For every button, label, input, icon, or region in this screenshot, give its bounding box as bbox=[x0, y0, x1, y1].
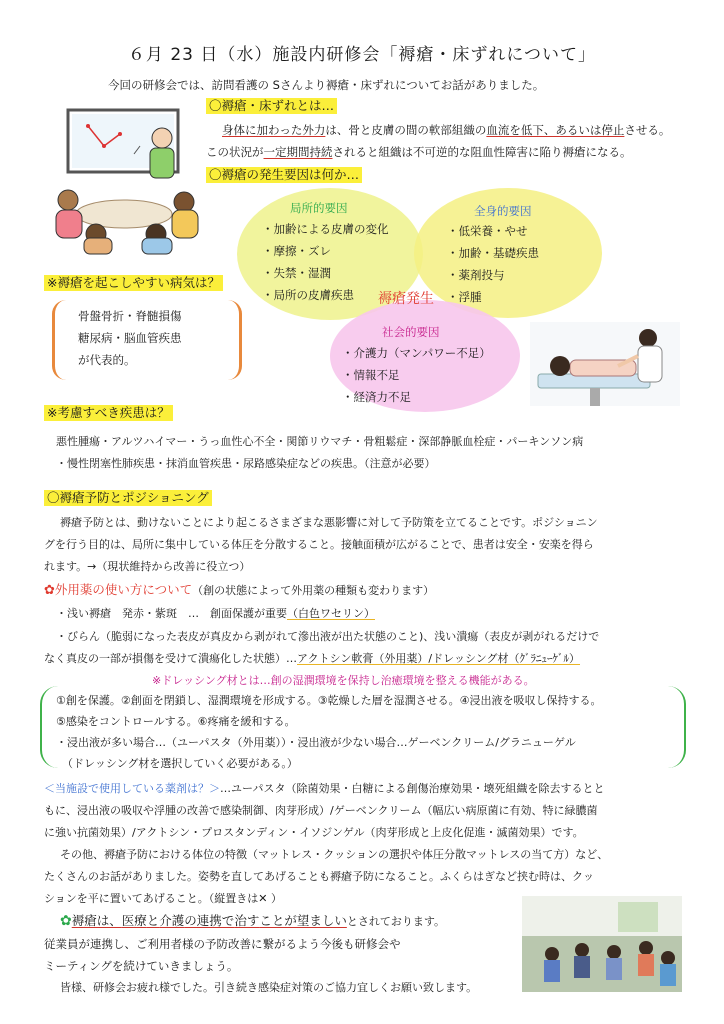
consider-line-2: ・慢性閉塞性肺疾患・抹消血管疾患・尿路感染症などの疾患。（注意が必要） bbox=[56, 457, 436, 470]
flower-icon: ✿ bbox=[44, 583, 55, 598]
social-cause-list bbox=[342, 342, 491, 408]
dressing-line-3: ・浸出液が多い場合…（ユーパスタ（外用薬））・浸出液が少ない場合…ゲーベンクリーム/グラニューゲル bbox=[56, 736, 576, 749]
dressing-line-4: （ドレッシング材を選択していく必要がある。） bbox=[62, 757, 298, 770]
facility-line-3: に強い抗菌効果）/アクトシン・プロスタンディン・イソジンゲル（肉芽形成と上皮化促進・滅菌効果）です。 bbox=[44, 826, 584, 839]
systemic-cause-list bbox=[447, 220, 539, 308]
disease-heading: ※褥瘡を起こしやすい病気は？ bbox=[44, 275, 223, 291]
systemic-cause-title: 全身的要因 bbox=[474, 204, 532, 218]
list-item: ・局所の皮膚疾患 bbox=[262, 288, 354, 302]
prevention-line-3: れます。→（現状維持から改善に役立つ） bbox=[44, 560, 251, 573]
dressing-line-2: ⑤感染をコントロールする。⑥疼痛を緩和する。 bbox=[56, 715, 296, 728]
list-item: ・加齢による皮膚の変化 bbox=[262, 222, 389, 236]
prevention-line-2: グを行う目的は、局所に集中している体圧を分散すること。接触面積が広がることで、患者は安全・安楽を得ら bbox=[44, 538, 594, 551]
definition-line-2: この状況が一定期間持続されると組織は不可逆的な阻血性障害に陥り褥瘡になる。 bbox=[206, 145, 632, 159]
list-item: 糖尿病・脳血管疾患 bbox=[78, 331, 182, 345]
disease-list bbox=[78, 305, 182, 371]
definition-heading: 〇褥瘡・床ずれとは… bbox=[206, 98, 337, 114]
flower-icon: ✿ bbox=[60, 913, 72, 929]
list-item: ・加齢・基礎疾患 bbox=[447, 246, 539, 260]
dressing-line-1: ①創を保護。②創面を閉鎖し、湿潤環境を形成する。③乾燥した層を湿潤させる。④浸出液を吸収し保持する。 bbox=[56, 694, 602, 707]
list-item: ・情報不足 bbox=[342, 368, 400, 382]
ointment-line-1: ・浅い褥瘡 発赤・紫斑 … 創面保護が重要（白色ワセリン） bbox=[56, 607, 375, 620]
list-item: ・浮腫 bbox=[447, 290, 482, 304]
definition-blood-flow: 血流を低下、あるいは停止 bbox=[486, 123, 625, 137]
consider-heading: ※考慮すべき疾患は？ bbox=[44, 405, 173, 421]
conclusion-line-4: 皆様、研修会お疲れ様でした。引き続き感染症対策のご協力宜しくお願い致します。 bbox=[60, 981, 478, 994]
facility-line-4: その他、褥瘡予防における体位の特徴（マットレス・クッションの選択や体圧分散マットレスの当て方）など、 bbox=[60, 848, 609, 861]
consider-line-1: 悪性腫瘍・アルツハイマー・うっ血性心不全・関節リウマチ・骨粗鬆症・深部静脈血栓症・パーキンソン病 bbox=[56, 435, 584, 448]
definition-duration: 一定期間持続 bbox=[263, 145, 333, 159]
page-title: ６月 23 日（水）施設内研修会「褥瘡・床ずれについて」 bbox=[127, 45, 597, 65]
intro-text: 今回の研修会では、訪問看護の Sさんより褥瘡・床ずれについてお話がありました。 bbox=[108, 78, 545, 92]
definition-line-1: 身体に加わった外力は、骨と皮膚の間の軟部組織の血流を低下、あるいは停止させる。 bbox=[222, 123, 671, 137]
list-item: ・介護力（マンパワー不足） bbox=[342, 346, 491, 360]
list-item: ・摩擦・ズレ bbox=[262, 244, 331, 258]
causes-heading: 〇褥瘡の発生要因は何か… bbox=[206, 167, 362, 183]
nursing-care-illustration bbox=[530, 322, 680, 406]
facility-line-1: ＜当施設で使用している薬剤は？＞…ユーパスタ（除菌効果・白糖による創傷治療効果・壊死組織を除去するとと bbox=[44, 782, 605, 795]
conclusion-key-row: ✿褥瘡は、医療と介護の連携で治すことが望ましいとされております。 bbox=[60, 913, 445, 929]
facility-line-5: たくさんのお話がありました。姿勢を直してあげることも褥瘡予防になること。ふくらはぎなど挟む時は、クッ bbox=[44, 870, 594, 883]
prevention-line-1: 褥瘡予防とは、動けないことにより起こるさまざまな悪影響に対して予防策を立てることです。ポジショニン bbox=[60, 516, 598, 529]
facility-heading: ＜当施設で使用している薬剤は？＞ bbox=[44, 782, 220, 795]
local-cause-list bbox=[262, 218, 389, 306]
definition-external-force: 身体に加わった外力 bbox=[222, 123, 326, 137]
list-item: ・失禁・湿潤 bbox=[262, 266, 331, 280]
social-cause-title: 社会的要因 bbox=[382, 325, 440, 339]
facility-line-6: ションを平に置いてあげること。（縦置きは✕ ） bbox=[44, 892, 282, 905]
list-item: ・薬剤投与 bbox=[447, 268, 505, 282]
list-item: 骨盤骨折・脊髄損傷 bbox=[78, 309, 182, 323]
ointment-heading: 外用薬の使い方について bbox=[54, 582, 193, 597]
list-item: ・経済力不足 bbox=[342, 390, 411, 404]
lecture-illustration bbox=[44, 106, 204, 256]
list-item: ・低栄養・やせ bbox=[447, 224, 528, 238]
prevention-heading: 〇褥瘡予防とポジショニング bbox=[44, 490, 212, 506]
conclusion-key-message: 褥瘡は、医療と介護の連携で治すことが望ましい bbox=[71, 913, 347, 928]
training-photo bbox=[522, 896, 682, 992]
white-petrolatum: （白色ワセリン） bbox=[287, 607, 375, 620]
list-item: が代表的。 bbox=[78, 353, 136, 367]
facility-line-2: もに、浸出液の吸収や浮腫の改善で感染制御、肉芽形成）/ゲーベンクリーム（幅広い病原菌に有効、特に緑膿菌 bbox=[44, 804, 598, 817]
ointment-heading-note: （創の状態によって外用薬の種類も変わります） bbox=[192, 584, 435, 597]
actosin-dressing: アクトシン軟膏（外用薬）/ドレッシング材（ｸﾞﾗﾆｭｰｹﾞﾙ） bbox=[297, 652, 580, 665]
ointment-line-2: ・びらん（脆弱になった表皮が真皮から剥がれて滲出液が出た状態のこと)、浅い潰瘍（表皮が剥がれるだけで bbox=[56, 630, 600, 643]
conclusion-line-2: 従業員が連携し、ご利用者様の予防改善に繋がるよう今後も研修会や bbox=[44, 937, 401, 951]
ointment-line-3: なく真皮の一部が損傷を受けて潰瘍化した状態）…アクトシン軟膏（外用薬）/ドレッシング材（ｸﾞﾗﾆｭｰｹﾞﾙ） bbox=[44, 652, 580, 665]
dressing-note: ※ドレッシング材とは…創の湿潤環境を保持し治癒環境を整える機能がある。 bbox=[152, 674, 535, 687]
local-cause-title: 局所的要因 bbox=[290, 201, 348, 215]
pressure-ulcer-center-label: 褥瘡発生 bbox=[378, 291, 434, 307]
conclusion-line-3: ミーティングを続けていきましょう。 bbox=[44, 959, 239, 973]
ointment-heading-row bbox=[44, 582, 434, 599]
